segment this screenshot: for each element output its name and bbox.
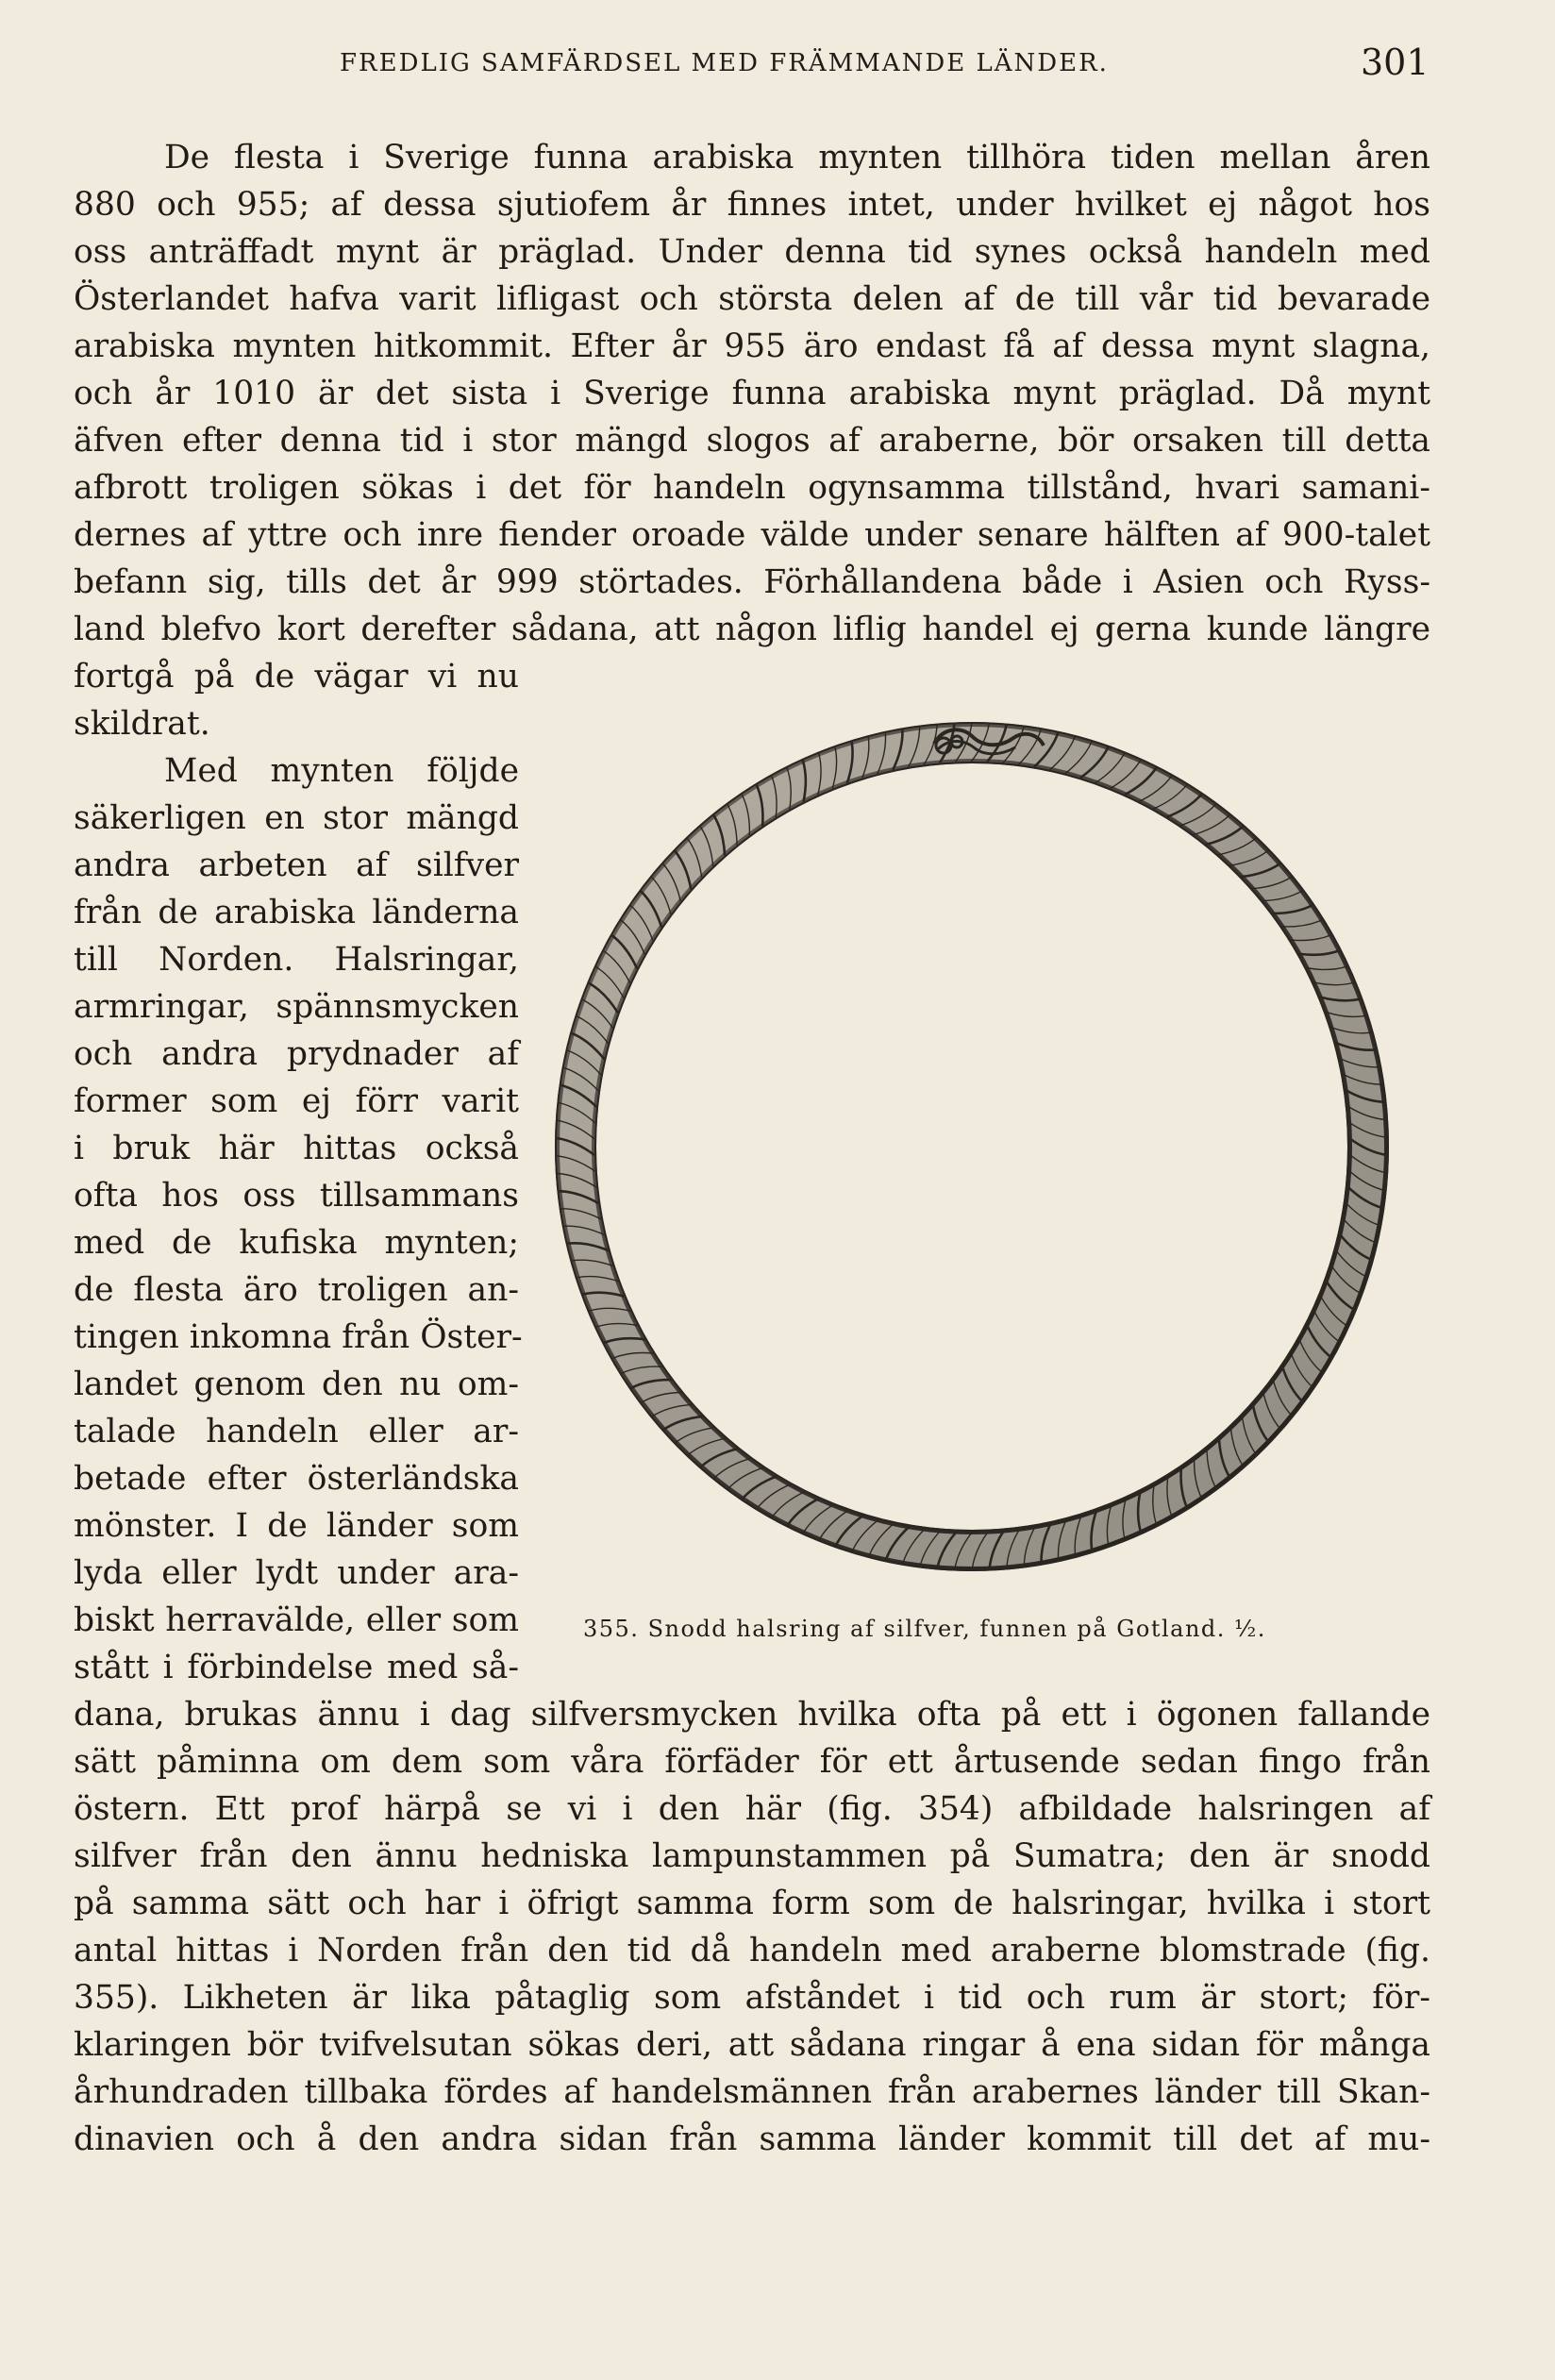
running-head: FREDLIG SAMFÄRDSEL MED FRÄMMANDE LÄNDER. [340,49,1109,77]
text-line: oss anträffadt mynt är präglad. Under denna tid synes också handeln med [74,233,1430,271]
text-line: och andra prydnader af [74,1035,519,1073]
text-line: dernes af yttre och inre fiender oroade välde under senare hälften af 900-talet [74,516,1430,554]
text-line: klaringen bör tvifvelsutan sökas deri, att sådana ringar å ena sidan för många [74,2026,1430,2064]
ring-band [556,723,1388,1570]
text-line: 880 och 955; af dessa sjutiofem år finnes intet, under hvilket ej något hos [74,186,1430,224]
text-line: på samma sätt och har i öfrigt samma form som de halsringar, hvilka i stort [74,1885,1430,1922]
text-line: Österlandet hafva varit lifligast och största delen af de till vår tid bevarade [74,280,1430,318]
text-line: till Norden. Halsringar, [74,941,519,979]
text-line: antal hittas i Norden från den tid då handeln med araberne blomstrade (fig. [74,1932,1430,1969]
text-line: skildrat. [74,705,210,743]
text-line: land blefvo kort derefter sådana, att någon liflig handel ej gerna kunde längre [74,611,1430,648]
text-line: dana, brukas ännu i dag silfversmycken hvilka ofta på ett i ögonen fallande [74,1696,1430,1734]
text-line: andra arbeten af silfver [74,846,519,884]
text-line: i bruk här hittas också [74,1130,519,1167]
text-line: fortgå på de vägar vi nu [74,658,519,696]
text-line: från de arabiska länderna [74,894,519,931]
text-line: armringar, spännsmycken [74,988,519,1026]
text-line: sätt påminna om dem som våra förfäder för ett årtusende sedan fingo från [74,1743,1430,1781]
text-line: de flesta äro troligen an- [74,1271,519,1309]
text-line: säkerligen en stor mängd [74,799,519,837]
text-line: afbrott troligen sökas i det för handeln ogynsamma tillstånd, hvari samani- [74,469,1430,507]
text-line: former som ej förr varit [74,1082,519,1120]
neck-ring-figure [528,661,1453,1661]
text-line: betade efter österländska [74,1460,519,1498]
text-line: östern. Ett prof härpå se vi i den här (fig. 354) afbildade halsringen af [74,1790,1430,1828]
text-line: stått i förbindelse med så- [74,1649,519,1686]
twisted-ring-illustration [528,661,1453,1614]
text-line: arabiska mynten hitkommit. Efter år 955 äro endast få af dessa mynt slagna, [74,327,1430,365]
text-line: talade handeln eller ar- [74,1413,519,1450]
page-number: 301 [1361,42,1430,83]
text-line: silfver från den ännu hedniska lampunstammen på Sumatra; den är snodd [74,1837,1430,1875]
text-line: med de kufiska mynten; [74,1224,519,1262]
figure-caption: 355. Snodd halsring af silfver, funnen på Gotland. ½. [583,1616,1266,1642]
text-line: och år 1010 är det sista i Sverige funna arabiska mynt präglad. Då mynt [74,375,1430,412]
text-line: De flesta i Sverige funna arabiska mynten tillhöra tiden mellan åren [164,139,1430,176]
text-line: landet genom den nu om- [74,1366,519,1403]
text-line: mönster. I de länder som [74,1507,519,1545]
text-line: dinavien och å den andra sidan från samma länder kommit till det af mu- [74,2120,1430,2158]
text-line: Med mynten följde [164,752,519,790]
text-line: lyda eller lydt under ara- [74,1554,519,1592]
text-line: 355). Likheten är lika påtaglig som afståndet i tid och rum är stort; för- [74,1979,1430,2017]
text-line: biskt herravälde, eller som [74,1601,519,1639]
text-line: tingen inkomna från Öster- [74,1318,523,1356]
text-line: århundraden tillbaka fördes af handelsmännen från arabernes länder till Skan- [74,2073,1430,2111]
text-line: äfven efter denna tid i stor mängd slogos af araberne, bör orsaken till detta [74,422,1430,460]
text-line: ofta hos oss tillsammans [74,1177,519,1215]
text-line: befann sig, tills det år 999 störtades. Förhållandena både i Asien och Ryss- [74,563,1430,601]
